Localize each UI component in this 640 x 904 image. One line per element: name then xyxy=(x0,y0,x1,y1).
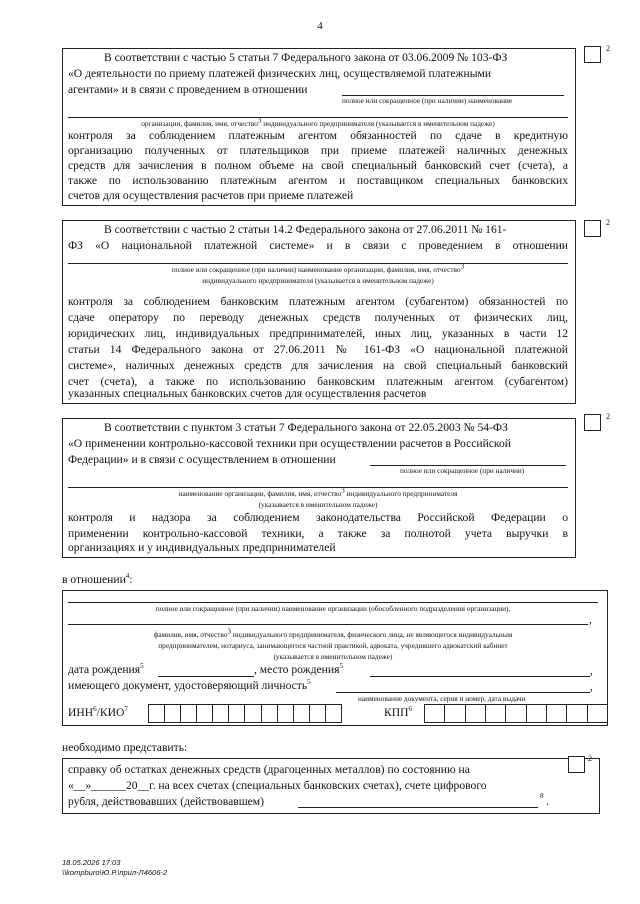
block3-body-2: применении контрольно-кассовой техники, а также за полнотой учета выручки в xyxy=(68,527,568,540)
block2-name-line[interactable] xyxy=(68,263,568,264)
digit-cell[interactable] xyxy=(310,705,326,722)
request-checkbox-note: 2 xyxy=(588,754,592,763)
pob-field[interactable] xyxy=(370,676,590,677)
digit-cell[interactable] xyxy=(213,705,229,722)
block2-body-2: сдаче оператору по переводу денежных средств полученных от физических лиц, xyxy=(68,311,568,324)
digit-cell[interactable] xyxy=(294,705,310,722)
block3-body-3: организациях и у индивидуальных предпринимателей xyxy=(68,541,336,554)
block1-line2: «О деятельности по приему платежей физических лиц, осуществляемой платежными xyxy=(68,67,492,80)
digit-cell[interactable] xyxy=(245,705,261,722)
block2-body-4: статьи 14 Федерального закона от 27.06.2011 № 161-ФЗ «О национальной платежной xyxy=(68,343,568,356)
digit-cell[interactable] xyxy=(567,705,587,722)
request-line1: справку об остатках денежных средств (драгоценных металлов) по состоянию на xyxy=(68,763,470,776)
block3-caption2: наименование организации, фамилия, имя, отчество$^3$ индивидуального предпринимателя xyxy=(178,486,458,498)
block3-body-1: контроля и надзора за соблюдением законодательства Российской Федерации о xyxy=(68,511,568,524)
digit-cell[interactable] xyxy=(165,705,181,722)
digit-cell[interactable] xyxy=(149,705,165,722)
block1-body-5: счетов для осуществления расчетов при приеме платежей xyxy=(68,189,354,202)
doc-caption: наименование документа, серия и номер, дата выдачи xyxy=(358,694,526,703)
block2-line2: ФЗ «О национальной платежной системе» и в связи с проведением в отношении xyxy=(68,239,568,252)
inn-kio-input[interactable] xyxy=(148,704,342,723)
block2-checkbox-note: 2 xyxy=(606,218,610,227)
digit-cell[interactable] xyxy=(262,705,278,722)
digit-cell[interactable] xyxy=(588,705,607,722)
digit-cell[interactable] xyxy=(278,705,294,722)
digit-cell[interactable] xyxy=(547,705,567,722)
subject-name-line2[interactable] xyxy=(68,624,588,625)
footer-path: \\kompburo\Ю.Р.\прил-Л4606-2 xyxy=(62,868,168,877)
block2-caption2: индивидуального предпринимателя (указывается в именительном падеже) xyxy=(202,276,434,285)
block2-checkbox[interactable] xyxy=(584,220,601,237)
pob-label: , место рождения$^5$ xyxy=(254,662,343,676)
digit-cell[interactable] xyxy=(486,705,506,722)
request-line2: «__»______20__г. на всех счетах (специальных банковских счетах), счете цифрового xyxy=(68,779,487,792)
block3-line3: Федерации» и в связи с осуществлением в отношении xyxy=(68,453,336,466)
subject-caption3: предпринимателем, нотариуса, занимающегося частной практикой, адвоката, учредившего адвокатский кабинет xyxy=(158,641,508,650)
block2-body-5: системе», наличных денежных средств для зачисления на свой специальный банковский xyxy=(68,359,568,372)
doc-label: имеющего документ, удостоверяющий личность$^5$ xyxy=(68,678,311,692)
inn-kio-label: ИНН$^6$/КИО$^7$ xyxy=(68,705,128,719)
pob-comma: , xyxy=(590,664,593,677)
block3-name-line2[interactable] xyxy=(68,487,568,488)
dob-label: дата рождения$^5$ xyxy=(68,662,144,676)
block3-checkbox[interactable] xyxy=(584,414,601,431)
digit-cell[interactable] xyxy=(445,705,465,722)
dob-field[interactable] xyxy=(158,676,254,677)
kpp-input[interactable] xyxy=(424,704,608,723)
block1-body-1: контроля за соблюдением платежным агентом обязанностей по сдаче в кредитную xyxy=(68,129,568,142)
digit-cell[interactable] xyxy=(326,705,341,722)
subject-label: в отношении$^4$: xyxy=(62,572,133,586)
block3-line1: В соответствии с пунктом 3 статьи 7 Федерального закона от 22.05.2003 № 54-ФЗ xyxy=(104,421,508,434)
request-period-field[interactable] xyxy=(298,807,538,808)
subject-comma: , xyxy=(589,613,592,626)
block1-line1: В соответствии с частью 5 статьи 7 Федерального закона от 03.06.2009 № 103-ФЗ xyxy=(104,51,508,64)
block1-line3: агентами» и в связи с проведением в отношении xyxy=(68,83,308,96)
block2-body-6: счет (счета), а также по использованию банковским платежным агентом (субагентом) xyxy=(68,375,568,388)
block1-name-line2[interactable] xyxy=(68,117,568,118)
block2-body-3: юридических лиц, индивидуальных предпринимателей, иных лиц, указанных в части 12 xyxy=(68,327,568,340)
block2-caption1: полное или сокращенное (при наличии) наименование организации, фамилия, имя, отчество$^3$ xyxy=(171,262,465,274)
digit-cell[interactable] xyxy=(506,705,526,722)
request-note: 8 xyxy=(540,791,544,800)
digit-cell[interactable] xyxy=(466,705,486,722)
doc-field[interactable] xyxy=(336,692,590,693)
block3-caption3: (указывается в именительном падеже) xyxy=(258,500,378,509)
block1-body-4: также по использованию платежным агентом и поставщиком специальных банковских xyxy=(68,174,568,187)
block3-checkbox-note: 2 xyxy=(606,412,610,421)
digit-cell[interactable] xyxy=(229,705,245,722)
block3-line2: «О применении контрольно-кассовой техники при осуществлении расчетов в Российской xyxy=(68,437,511,450)
digit-cell[interactable] xyxy=(181,705,197,722)
request-checkbox[interactable] xyxy=(568,756,585,773)
digit-cell[interactable] xyxy=(425,705,445,722)
digit-cell[interactable] xyxy=(197,705,213,722)
block1-checkbox[interactable] xyxy=(584,46,601,63)
footer-timestamp: 18.05.2026 17:03 xyxy=(62,858,121,867)
block1-caption2: организации, фамилия, имя, отчество$^3$ индивидуального предпринимателя (указывается в именительном падеже) xyxy=(141,116,495,128)
block2-line1: В соответствии с частью 2 статьи 14.2 Федерального закона от 27.06.2011 № 161- xyxy=(104,223,507,236)
doc-comma: , xyxy=(590,680,593,693)
request-period: . xyxy=(546,795,549,808)
block1-body-2: организацию полученных от плательщиков при приеме платежей наличных денежных xyxy=(68,144,568,157)
block1-body-3: средств для зачисления в полном объеме на свой специальный банковский счет (счета), а xyxy=(68,159,568,172)
kpp-label: КПП$^6$ xyxy=(384,705,412,719)
block3-caption1: полное или сокращенное (при наличии) xyxy=(400,466,525,475)
request-line3: рубля, действовавших (действовавшем) xyxy=(68,795,264,808)
block2-body-7: указанных специальных банковских счетов для осуществления расчетов xyxy=(68,387,427,400)
subject-caption2: фамилия, имя, отчество$^3$ индивидуального предпринимателя, физического лица, не являющегося индивидуальным xyxy=(153,627,513,639)
subject-caption4: (указывается в именительном падеже) xyxy=(273,652,393,661)
subject-name-line[interactable] xyxy=(68,602,598,603)
block1-caption1: полное или сокращенное (при наличии) наименование xyxy=(342,96,513,105)
subject-caption1: полное или сокращенное (при наличии) наименование организации (обособленного подразделения организации), xyxy=(155,604,511,613)
block1-checkbox-note: 2 xyxy=(606,44,610,53)
request-label: необходимо представить: xyxy=(62,741,188,754)
page-number: 4 xyxy=(317,20,323,32)
digit-cell[interactable] xyxy=(527,705,547,722)
block2-body-1: контроля за соблюдением банковским платежным агентом (субагентом) обязанностей по xyxy=(68,295,568,308)
